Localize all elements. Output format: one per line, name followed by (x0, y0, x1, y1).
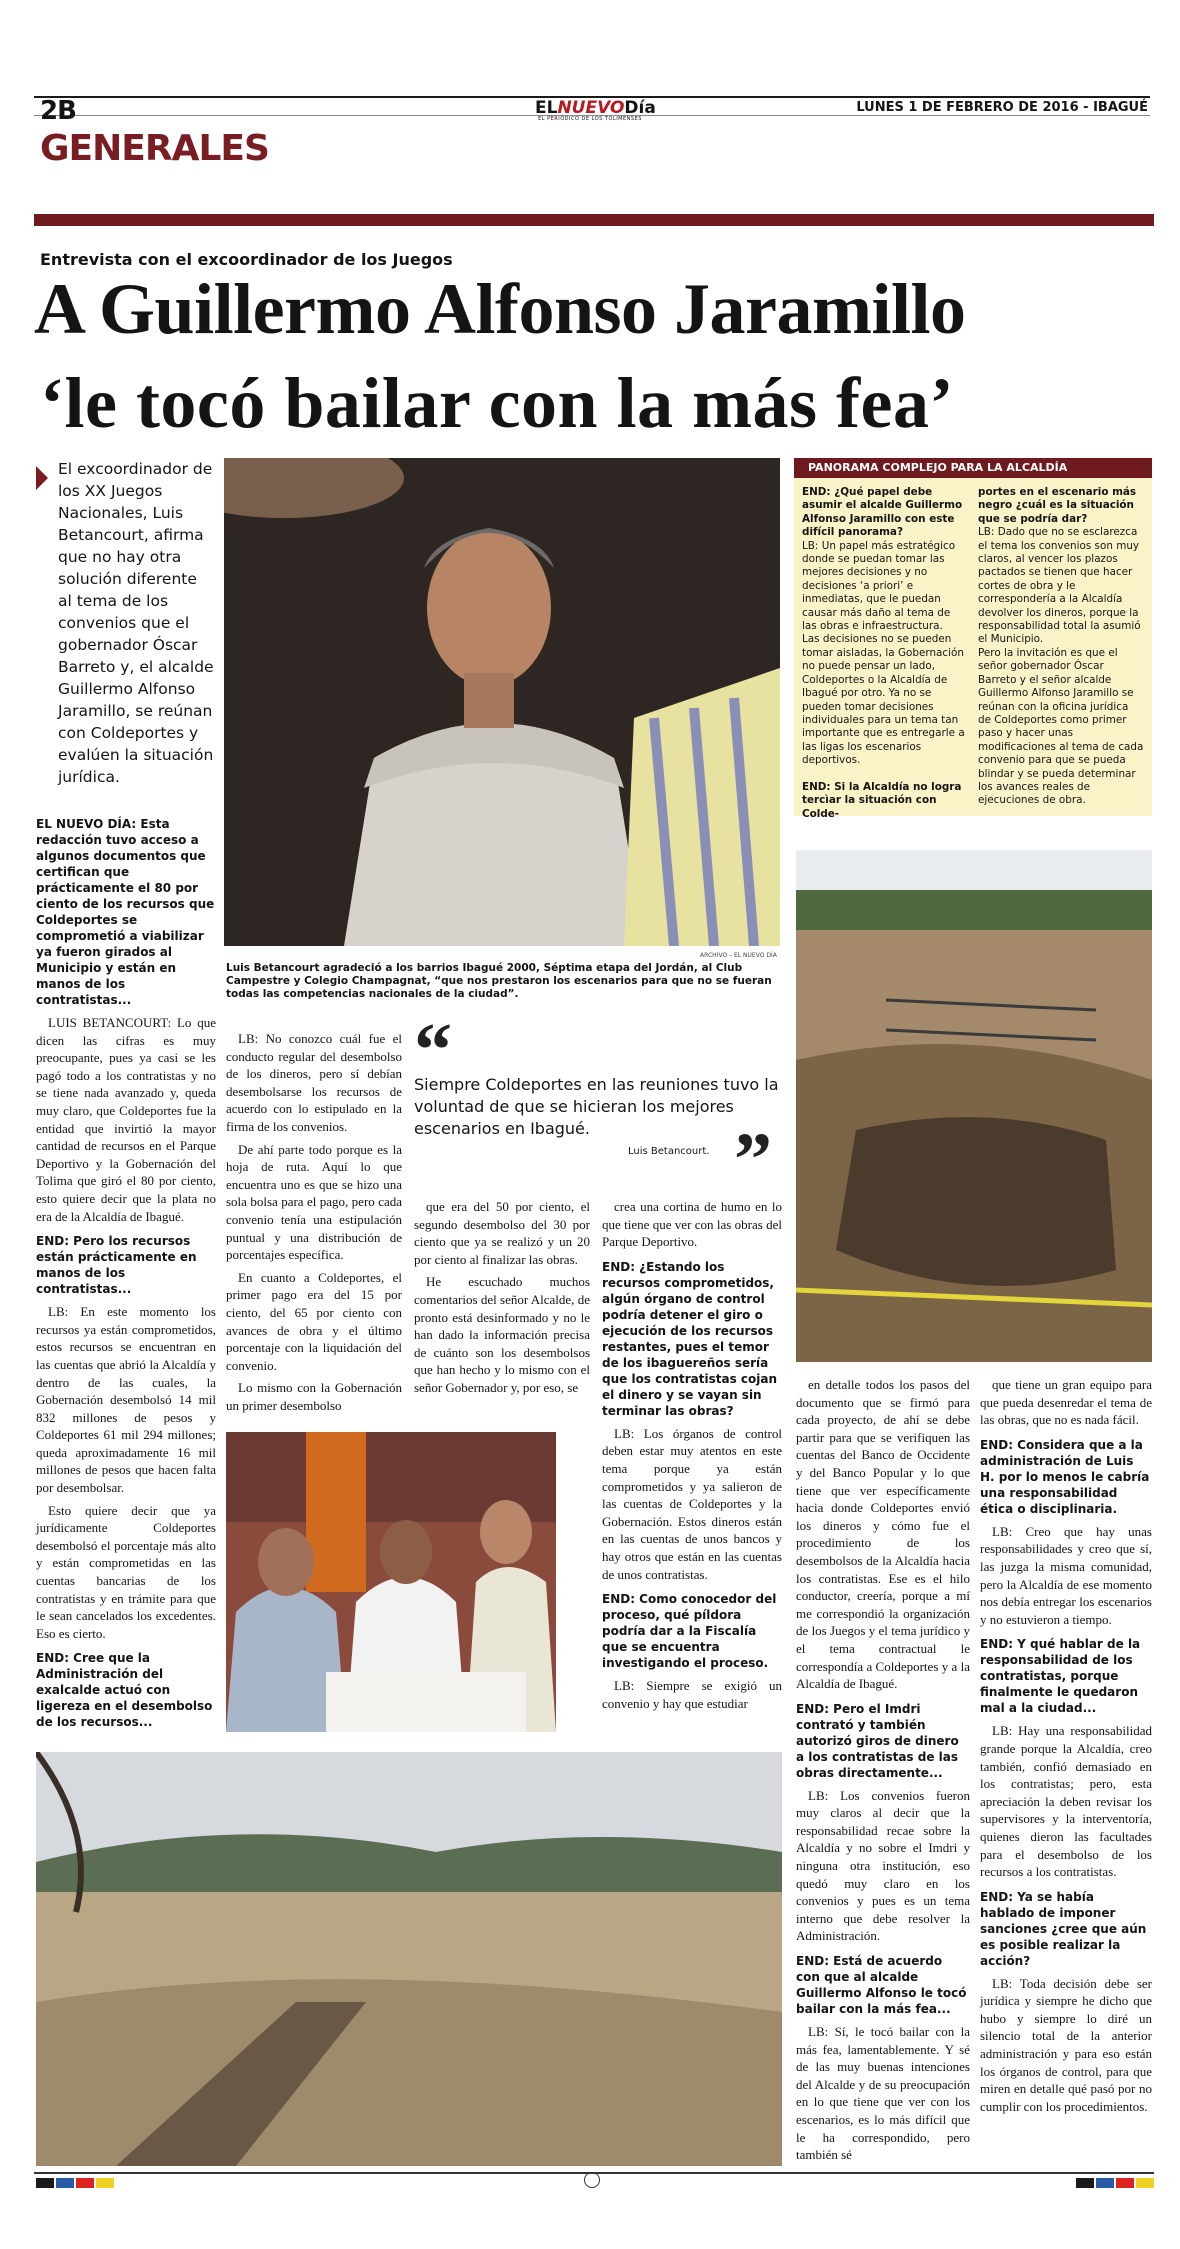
column-1 (36, 808, 216, 1736)
logo-tagline: EL PERIÓDICO DE LOS TOLIMENSES (538, 116, 642, 122)
interview-answer: LB: Los órganos de control deben estar muy atentos en este tema porque ya están comprometidos y ya salieron de las cuentas de Coldeportes y la Gobernación. Estos dineros están en las cuentas de unos bancos y hay otros que están en las cuentas de unos contratistas. (602, 1425, 782, 1582)
page-number: 2B (40, 96, 76, 126)
interview-question: END: Ya se había hablado de imponer sanciones ¿cree que aún es posible realizar la acción? (980, 1889, 1147, 1968)
column-6 (980, 1376, 1152, 2120)
interview-answer: en detalle todos los pasos del documento que se firmó para cada proyecto, de ahí se debe partir para que se verifiquen las cuentas del Banco de Occidente y del Banco Popular y lo que tiene que ver específicamente hacia donde Coldeportes envió los dineros y cómo fue el procedimiento de los desembolsos de la Alcaldía hacia los contratistas. Ese es el hilo conductor, creería, porque a mí me correspondió la organización de los Juegos y el tema jurídico y el tema contractual le correspondía a Coldeportes y a la Alcaldía de Ibagué. (796, 1377, 970, 1692)
lead-marker-icon (36, 466, 48, 490)
qa-panel (794, 478, 1152, 820)
interview-answer: LB: No conozco cuál fue el conducto regular del desembolso de los dineros, pero sí debían desembolsarse los recursos de acuerdo con lo estipulado en la firma de los convenios. (226, 1031, 402, 1134)
interview-question: END: Considera que a la administración de Luis H. por lo menos le cabría una responsabilidad ética o disciplinaria. (980, 1437, 1150, 1516)
interview-answer: Lo mismo con la Gobernación un primer desembolso (226, 1380, 402, 1413)
logo-prefix: EL (535, 98, 558, 118)
interview-answer: que era del 50 por ciento, el segundo desembolso del 30 por ciento que ya se realizó y un 20 por ciento al finalizar las obras. (414, 1199, 590, 1267)
lead-paragraph: El excoordinador de los XX Juegos Nacionales, Luis Betancourt, afirma que no hay otra solución diferente al tema de los convenios que el gobernador Óscar Barreto y, el alcalde Guillermo Alfonso Jaramillo, se reúnan con Coldeportes y evalúen la situación jurídica. (58, 460, 214, 786)
color-swatch (56, 2178, 74, 2188)
panel-column-left (802, 486, 968, 821)
logo-accent: NUEVO (557, 98, 625, 118)
landscape-photo (36, 1752, 782, 2166)
close-quote-icon: ” (734, 1118, 772, 1202)
interview-question: END: Está de acuerdo con que al alcalde Guillermo Alfonso le tocó bailar con la más fea... (796, 1954, 967, 2017)
panel-answer: LB: Un papel más estratégico donde se puedan tomar las mejores decisiones y no decisiones ‘a priori’ e inmediatas, que le puedan causar más daño al tema de las obras e infraestructura. (802, 539, 956, 633)
interview-answer: LB: Sí, le tocó bailar con la más fea, lamentablemente. Y sé de las muy buenas intenciones del Alcalde y de su preocupación en lo que tiene que ver con los escenarios, es lo más difícil que le ha correspondido, pero también sé (796, 2024, 970, 2163)
newspaper-logo (535, 98, 656, 122)
interview-question: EL NUEVO DÍA: Esta redacción tuvo acceso a algunos documentos que certifican que prácticamente el 80 por ciento de los recursos que Coldeportes se comprometió a viabilizar ya fueron girados al Municipio y están en manos de los contratistas... (36, 817, 215, 1007)
section-bar (34, 214, 1154, 226)
landscape-illustration (36, 1752, 782, 2166)
section-title: GENERALES (40, 128, 269, 169)
panel-question: END: Si la Alcaldía no logra tercìar la situación con Colde- (802, 780, 962, 820)
interview-answer: De ahí parte todo porque es la hoja de ruta. Aquí lo que encuentra uno es que se hizo una sola bolsa para el pago, pero cada convenio tenía una estipulación puntual y una distribución de porcentajes específica. (226, 1141, 402, 1263)
panel-question: portes en el escenario más negro ¿cuál es la situación que se podría dar? (978, 486, 1137, 525)
interview-answer: LB: En este momento los recursos ya están comprometidos, estos recursos se encuentran en las cuentas que abrió la Alcaldía y dentro de las cuales, la Gobernación desembolsó 14 mil 832 millones de pesos y Coldeportes 61 mil 294 millones; queda aproximadamente 16 mil millones de pesos que hacen falta por desembolsar. (36, 1304, 216, 1496)
column-4 (602, 1198, 782, 1717)
logo-suffix: Día (624, 98, 656, 118)
interview-question: END: Y qué hablar de la responsabilidad de los contratistas, porque finalmente le quedaron mal a la ciudad... (980, 1637, 1141, 1716)
date-line: LUNES 1 DE FEBRERO DE 2016 - IBAGUÉ (856, 100, 1148, 115)
interview-answer: LUIS BETANCOURT: Lo que dicen las cifras es muy preocupante, pues ya casi se les pagó todo a los contratistas y no se tiene nada avanzado y, queda muy claro, que Coldeportes fue la entidad que invirtió la mayor cantidad de recursos en el Parque Deportivo y la Gobernación del Tolima que giró el 80 por ciento, esto quiere decir que la plata no era de la Alcaldía de Ibagué. (36, 1015, 216, 1224)
color-swatch (76, 2178, 94, 2188)
panel-title: PANORAMA COMPLEJO PARA LA ALCALDÍA (794, 458, 1152, 478)
portrait-illustration (224, 458, 780, 946)
construction-site-photo (796, 850, 1152, 1362)
meeting-illustration (226, 1432, 556, 1732)
panel-answer: Las decisiones no se pueden tomar aisladas, la Gobernación no puede pensar un lado, Coldeportes o la Alcaldía de Ibagué por otro. Ya no se pueden tomar decisiones individuales para un tema tan importante que es entregarle a las ligas los escenarios deportivos. (802, 633, 965, 767)
kicker: Entrevista con el excoordinador de los Juegos (40, 250, 453, 269)
interview-answer: crea una cortina de humo en lo que tiene que ver con las obras del Parque Deportivo. (602, 1199, 782, 1250)
interview-question: END: ¿Estando los recursos comprometidos, algún órgano de control podría detener el giro o ejecución de los recursos restantes, pues el temor de los ibaguereños sería que los contratistas cojan el dinero y se vayan sin terminar las obras? (602, 1259, 778, 1418)
interview-answer: En cuanto a Coldeportes, el primer pago era del 15 por ciento, del 65 por ciento con avances de obra y el último porcentaje con la liquidación del convenio. (226, 1269, 402, 1373)
color-swatch (1116, 2178, 1134, 2188)
headline-line-2: ‘le tocó bailar con la más fea’ (40, 363, 954, 443)
column-3 (414, 1198, 590, 1402)
interview-answer: LB: Siempre se exigió un convenio y hay que estudiar (602, 1678, 782, 1711)
registration-mark-icon (584, 2172, 600, 2188)
interview-answer: Esto quiere decir que ya jurídicamente Coldeportes desembolsó el porcentaje más alto y están comprometidas en las cuentas bancarias de los contratistas y en trámite para que le sean cancelados los excedentes. Eso es cierto. (36, 1502, 216, 1641)
interview-answer: LB: Toda decisión debe ser jurídica y siempre he dicho que hubo y siempre lo diré un silencio total de la anterior administración y para eso están los órganos de control, para que miren en detalle qué pasó por no cumplir con los procedimientos. (980, 1975, 1152, 2114)
photo-credit: ARCHIVO – EL NUEVO DÍA (700, 952, 777, 959)
interview-question: END: Pero el Imdri contrató y también autorizó giros de dinero a los contratistas de las obras directamente... (796, 1701, 959, 1780)
interview-answer: LB: Creo que hay unas responsabilidades y creo que sí, las juzga la misma comunidad, pero la Alcaldía de ese momento nos debía entregar los escenarios y no estuvieron a tiempo. (980, 1523, 1152, 1627)
interview-answer: LB: Los convenios fueron muy claros al decir que la responsabilidad recae sobre la Alcaldía y no sobre el Imdri y ninguna otra institución, eso quedó muy claro en los convenios y pues es un tema interno que debe resolver la Administración. (796, 1787, 970, 1944)
interview-question: END: Cree que la Administración del exalcalde actuó con ligereza en el desembolso de los recursos... (36, 1651, 213, 1730)
panel-column-right (978, 486, 1144, 808)
open-quote-icon: “ (414, 1008, 452, 1092)
color-swatch (96, 2178, 114, 2188)
photo-caption: Luis Betancourt agradeció a los barrios Ibagué 2000, Séptima etapa del Jordán, al Club Campestre y Colegio Champagnat, “que nos prestaron los escenarios para que no se fueran todas las competencias nacionales de la ciudad”. (226, 962, 772, 1000)
panel-answer: LB: Dado que no se esclarezca el tema los convenios son muy claros, al vencer los plazos pactados se tienen que hacer cortes de obra y le correspondería a la Alcaldía devolver los dineros, porque la responsabilidad total la asumió el Municipio. (978, 526, 1141, 646)
color-swatch (1136, 2178, 1154, 2188)
interview-answer: He escuchado muchos comentarios del señor Alcalde, de pronto está desinformado y no le han dado la información precisa de cuánto son los desembolsos que han hecho y lo mismo con el señor Gobernador y, por eso, se (414, 1274, 590, 1395)
headline-line-1: A Guillermo Alfonso Jaramillo (34, 269, 966, 349)
panel-answer: Pero la invitación es que el señor gobernador Óscar Barreto y el señor alcalde Guillermo Alfonso Jaramillo se reúnan con la oficina jurídica de Coldeportes como primer paso y hacer unas modificaciones al tema de cada convenio para que se pueda blindar y se pueda determinar los avances reales de ejecuciones de obra. (978, 646, 1144, 807)
construction-illustration (796, 850, 1152, 1362)
interview-answer: que tiene un gran equipo para que pueda desenredar el tema de las obras, que no es nada fácil. (980, 1377, 1152, 1428)
column-5 (796, 1376, 970, 2169)
meeting-photo (226, 1432, 556, 1732)
interview-question: END: Como conocedor del proceso, qué píldora podría dar a la Fiscalía que se encuentra investigando el proceso. (602, 1592, 777, 1671)
interview-answer: LB: Hay una responsabilidad grande porque la Alcaldía, creo también, confió demasiado en los contratistas; pero, esta apreciación la deben revisar los supervisores y la interventoría, quienes dieron las facultades para el desembolso de los recursos a los contratistas. (980, 1723, 1152, 1880)
column-2 (226, 1030, 402, 1419)
main-photo (224, 458, 780, 946)
color-swatch (36, 2178, 54, 2188)
panel-question: END: ¿Qué papel debe asumir el alcalde Guillermo Alfonso Jaramillo con este difícil panorama? (802, 486, 963, 539)
pull-quote: Siempre Coldeportes en las reuniones tuvo la voluntad de que se hicieran los mejores escenarios en Ibagué. (414, 1075, 779, 1138)
color-swatch (1096, 2178, 1114, 2188)
interview-question: END: Pero los recursos están prácticamente en manos de los contratistas... (36, 1234, 197, 1297)
quote-author: Luis Betancourt. (628, 1146, 710, 1157)
color-swatch (1076, 2178, 1094, 2188)
